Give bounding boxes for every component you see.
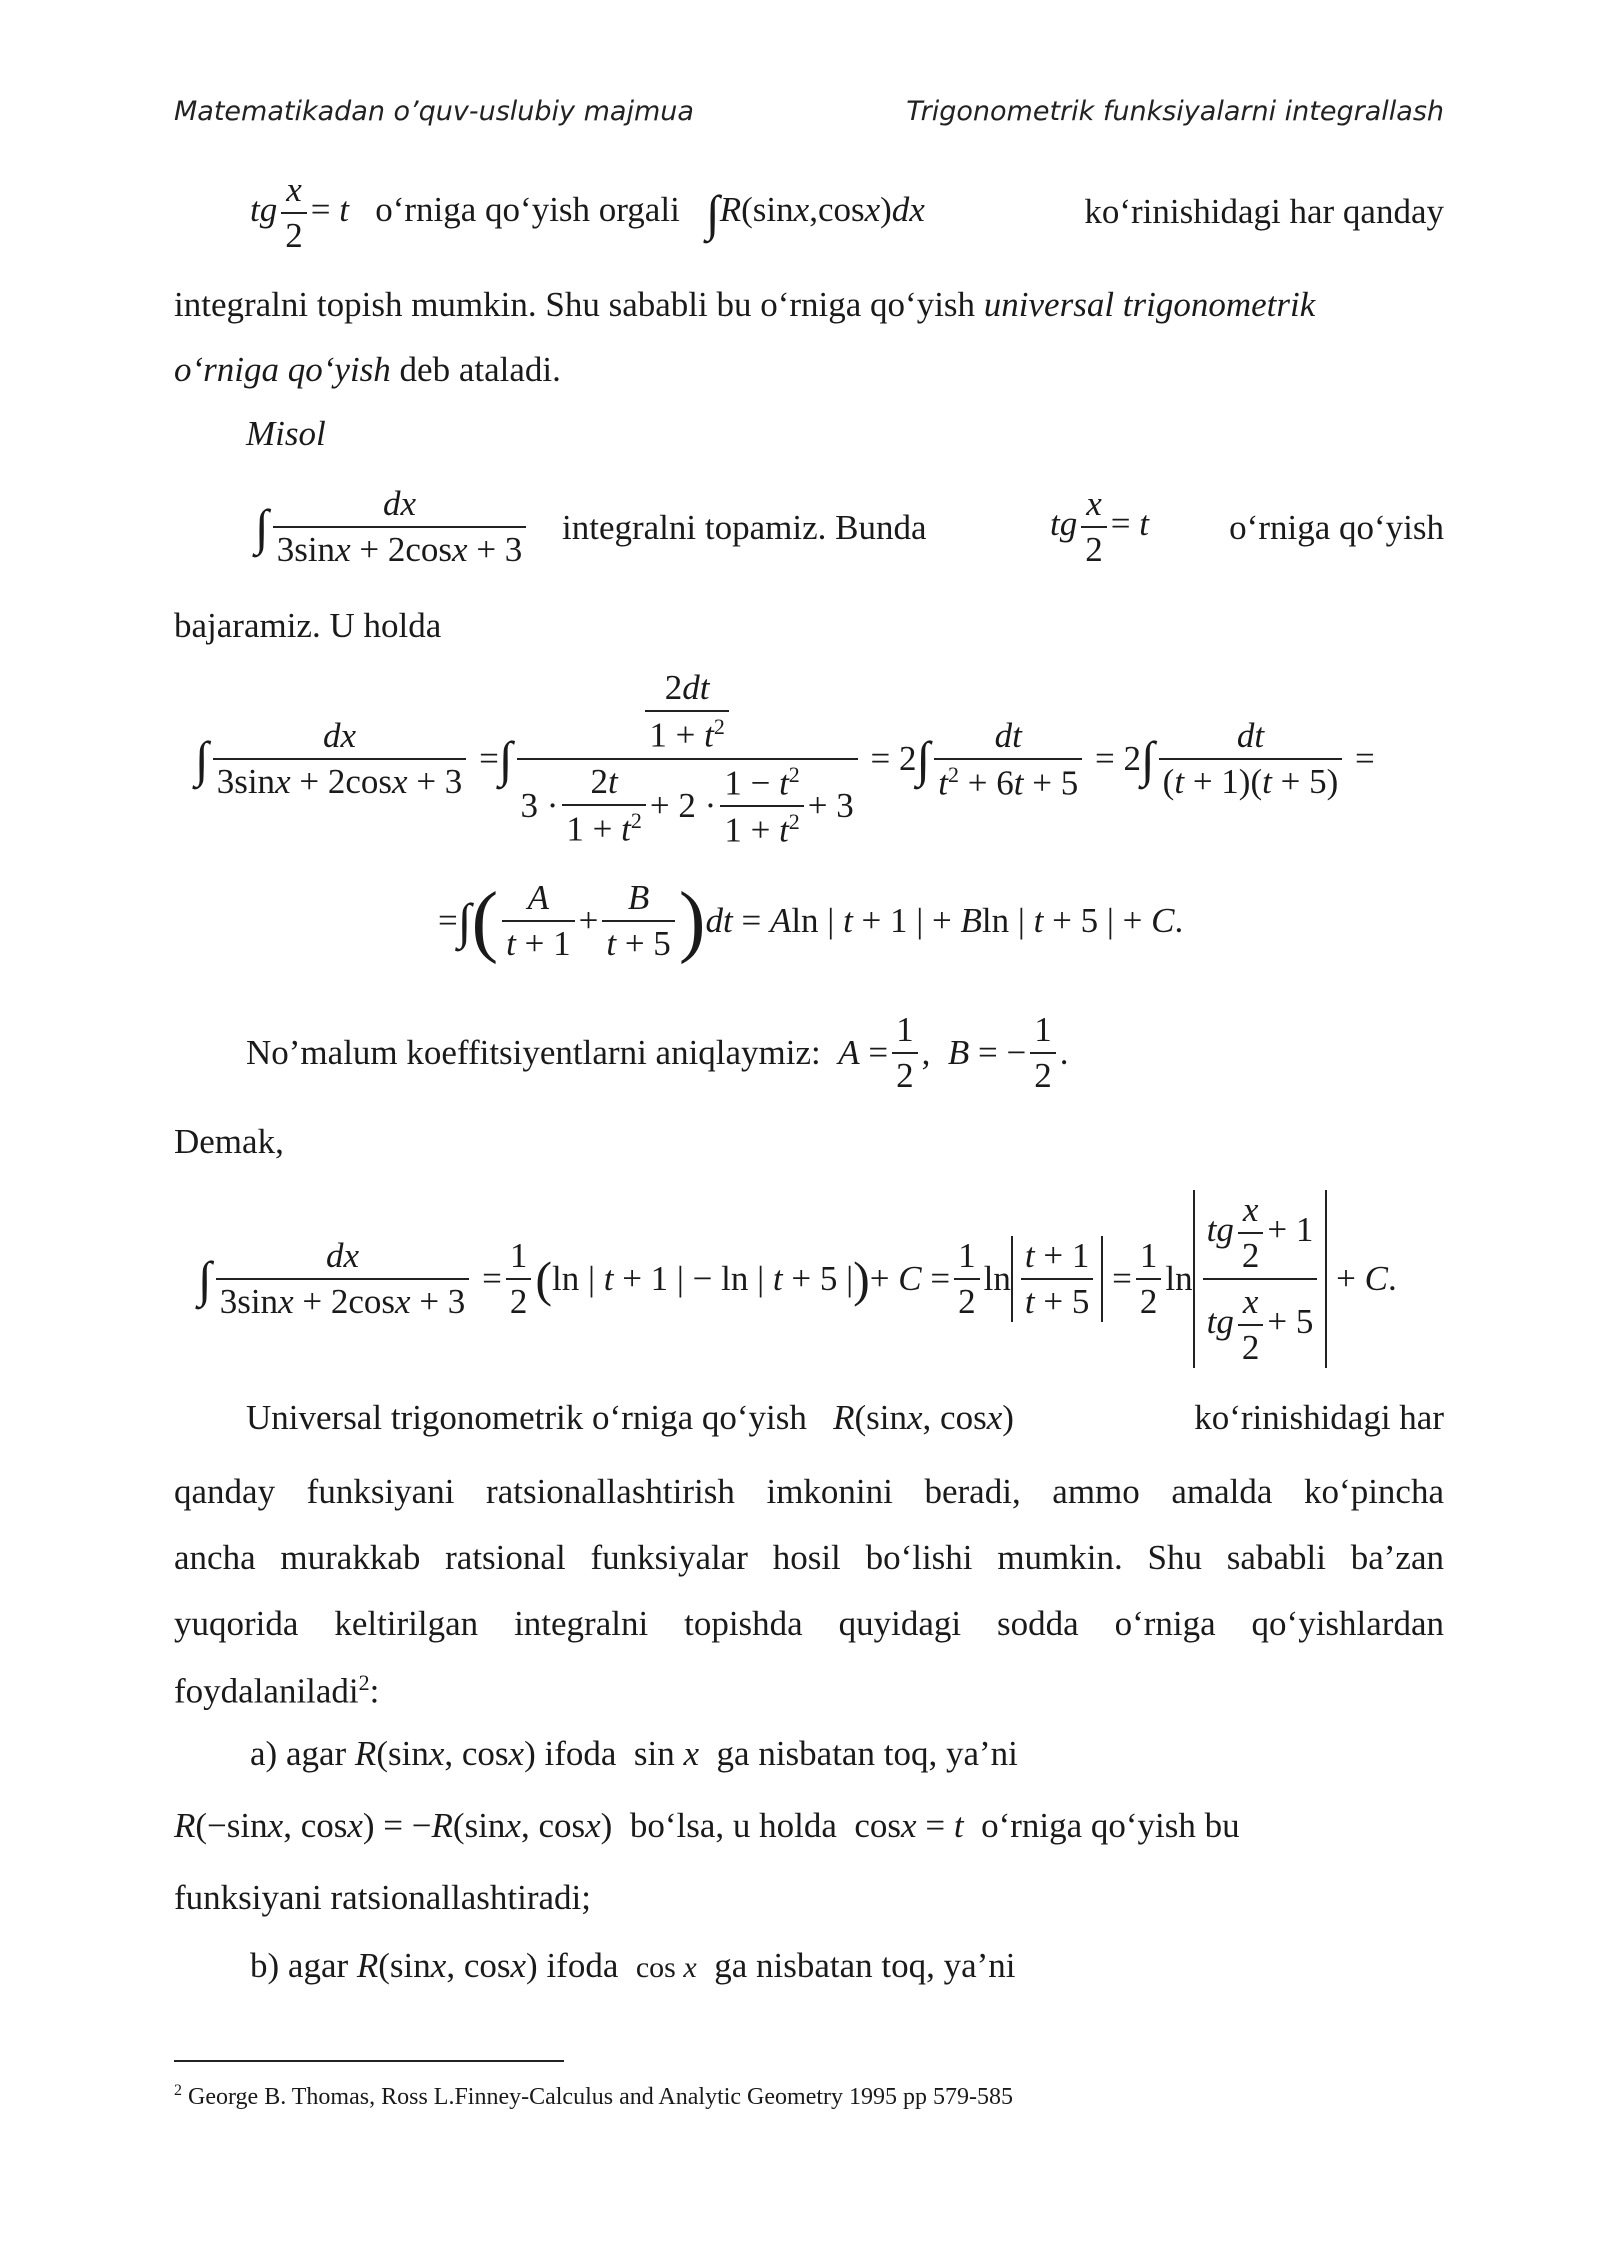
paragraph-1-line-3 xyxy=(174,350,561,390)
universal-line-2: qanday funksiyani ratsionallashtirish imkonini beradi, ammo amalda ko‘pincha xyxy=(174,1472,1444,1511)
text-span: integralni topish mumkin. Shu sababli bu o‘rniga qo‘yish xyxy=(174,285,976,324)
footnote-number: 2 xyxy=(174,2082,182,2099)
text-span-italic: universal trigonometrik xyxy=(983,285,1316,324)
header-right: Trigonometrik funksiyalarni integrallash xyxy=(906,96,1444,127)
text-span: a) agar xyxy=(250,1734,347,1773)
formula-substitution: ∫ $\frac{dx}{3\sin x + 2\cos x + 3}$ = ∫ $\frac{2dt}{1 + t^2}$ 3 · $\frac{2t}{1 + t^2}$ + 2 · $\frac{1 - t^2}{1 + t^2}$ + 3 = 2 ∫ $\frac{dt}{t^2 + 6t + 5}$ = 2 ∫ $\frac{dt}{(t + 1)(t + 5)}$ = xyxy=(195,668,1375,850)
text-span: ifoda xyxy=(544,1734,617,1773)
text-span: No’malum koeffitsiyentlarni aniqlaymiz: xyxy=(246,1033,821,1072)
footnote-ref: 2 xyxy=(358,1670,370,1695)
coefficients-line: No’malum koeffitsiyentlarni aniqlaymiz: A = $\frac{1}{2}$ , B = − $\frac{1}{2}$ . xyxy=(246,1010,1069,1095)
paragraph-1-line-2 xyxy=(174,285,1315,325)
text-span-italic: o‘rniga qo‘yish xyxy=(174,350,391,389)
universal-line-3: ancha murakkab ratsional funksiyalar hosil bo‘lishi mumkin. Shu sababli ba’zan xyxy=(174,1538,1444,1577)
bajaramiz-line: bajaramiz. U holda xyxy=(174,606,442,645)
text-span: ifoda xyxy=(546,1946,619,1985)
text-span: ga nisbatan toq, ya’ni xyxy=(714,1946,1016,1985)
text-span: Universal trigonometrik o‘rniga qo‘yish xyxy=(246,1398,807,1437)
text-span: deb ataladi. xyxy=(399,350,561,389)
example-text-end: o‘rniga qo‘yish xyxy=(1229,508,1444,547)
case-a-line-3: funksiyani ratsionallashtiradi; xyxy=(174,1878,591,1917)
formula-partial-fractions: = ∫ ( $\frac{A}{t + 1}$ + $\frac{B}{t + 5}$ ) dt = Aln | t + 1 | + Bln | t + 5 | + C. xyxy=(438,877,1184,965)
example-substitution: tg $\frac{x}{2}$ = t xyxy=(1050,484,1149,569)
demak-line: Demak, xyxy=(174,1122,284,1161)
case-b-line-1: b) agar R(sinx, cosx) ifoda cos x ga nisbatan toq, ya’ni xyxy=(250,1946,1016,1985)
text-span: o‘rniga qo‘yish bu xyxy=(981,1806,1240,1845)
universal-line-1: Universal trigonometrik o‘rniga qo‘yish R(sinx, cosx) xyxy=(246,1398,1014,1437)
universal-line-4: yuqorida keltirilgan integralni topishda quyidagi sodda o‘rniga qo‘yishlardan xyxy=(174,1604,1444,1643)
misol-heading: Misol xyxy=(246,414,326,453)
universal-line-5: foydalaniladi$^2$: xyxy=(174,1670,380,1711)
footnote xyxy=(174,2082,1013,2111)
formula-result: ∫ $\frac{dx}{3\sin x + 2\cos x + 3}$ = $\frac{1}{2}$ ( ln | t + 1 | − ln | t + 5 | ) + C = $\frac{1}{2}$ ln $\frac{t + 1}{t + 5}$ = $\frac{1}{2}$ ln tg $\frac{x}{2}$ + 1 tg $\frac{x}{2}$ + 5 + C. xyxy=(198,1190,1397,1367)
case-a-line-2: R(−sinx, cosx) = −R(sinx, cosx) bo‘lsa, u holda cosx = t o‘rniga qo‘yish bu xyxy=(174,1806,1240,1845)
example-integral: ∫ $\frac{dx}{3\sin x + 2\cos x + 3}$ xyxy=(255,484,530,570)
text-span: o‘rniga qo‘yish orgali xyxy=(375,190,680,230)
text-span: bo‘lsa, u holda xyxy=(629,1806,837,1845)
text-span: b) agar xyxy=(250,1946,349,1985)
case-a-line-1: a) agar R(sinx, cosx) ifoda sin x ga nisbatan toq, ya’ni xyxy=(250,1734,1018,1773)
universal-line-1-end: ko‘rinishidagi har xyxy=(1194,1398,1444,1437)
footnote-text: George B. Thomas, Ross L.Finney-Calculus and Analytic Geometry 1995 pp 579-585 xyxy=(188,2084,1014,2110)
paragraph-1-end: ko‘rinishidagi har qanday xyxy=(1084,192,1444,231)
text-span: foydalaniladi xyxy=(174,1671,359,1711)
paragraph-1-line-1: tg $\frac{x}{2}$ = t o‘rniga qo‘yish orgali ∫R(sinx,cosx)dx xyxy=(250,170,925,255)
example-text: integralni topamiz. Bunda xyxy=(562,508,927,547)
text-span: ga nisbatan toq, ya’ni xyxy=(716,1734,1018,1773)
footnote-separator xyxy=(174,2060,564,2062)
header-left: Matematikadan o’quv-uslubiy majmua xyxy=(174,96,694,127)
